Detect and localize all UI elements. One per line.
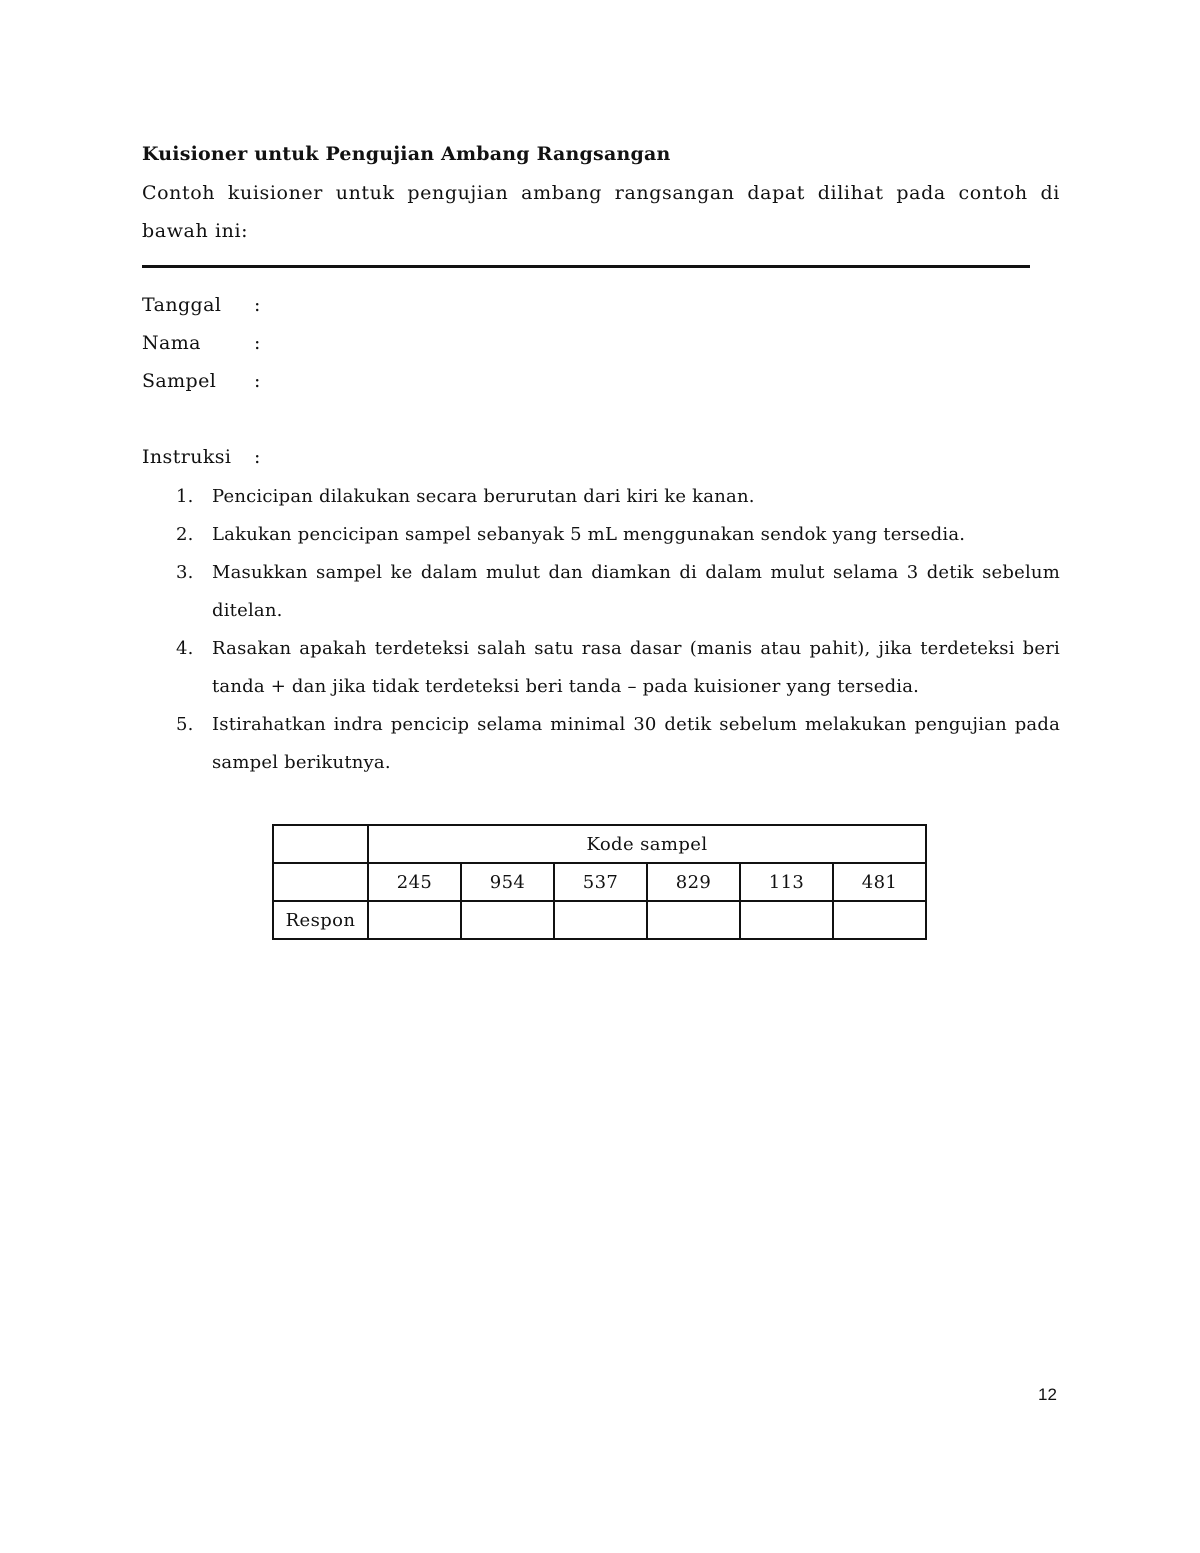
response-cell — [740, 901, 833, 939]
response-cell — [554, 901, 647, 939]
sample-code-cell: 829 — [647, 863, 740, 901]
list-item — [142, 478, 1060, 516]
list-text: Masukkan sampel ke dalam mulut dan diamkan di dalam mulut selama 3 detik sebelum ditelan. — [212, 562, 1060, 621]
list-item — [142, 516, 1060, 554]
field-tanggal — [142, 294, 261, 316]
list-text: Rasakan apakah terdeteksi salah satu rasa dasar (manis atau pahit), jika terdeteksi beri tanda + dan jika tidak terdeteksi beri tanda – pada kuisioner yang tersedia. — [212, 638, 1060, 697]
section-heading: Kuisioner untuk Pengujian Ambang Rangsangan — [142, 143, 671, 165]
field-label: Instruksi — [142, 446, 232, 468]
field-sampel — [142, 370, 261, 392]
list-item — [142, 630, 1060, 706]
horizontal-rule — [142, 265, 1030, 268]
field-label: Tanggal — [142, 294, 222, 316]
field-colon: : — [254, 446, 261, 468]
row-label-respon: Respon — [273, 901, 368, 939]
sample-code-cell: 537 — [554, 863, 647, 901]
field-colon: : — [254, 370, 261, 392]
field-label: Nama — [142, 332, 201, 354]
field-instruksi — [142, 446, 261, 468]
intro-paragraph: Contoh kuisioner untuk pengujian ambang rangsangan dapat dilihat pada contoh di bawah ini: — [142, 182, 1060, 242]
list-number: 3. — [176, 562, 194, 583]
sample-code-cell: 954 — [461, 863, 554, 901]
response-table — [272, 824, 927, 940]
table-cell-empty — [273, 825, 368, 863]
table-header-kode-sampel: Kode sampel — [368, 825, 926, 863]
sample-code-cell: 113 — [740, 863, 833, 901]
sample-code-cell: 481 — [833, 863, 926, 901]
table-cell-empty — [273, 863, 368, 901]
table-row — [273, 901, 926, 939]
instruction-list — [142, 478, 1060, 782]
response-cell — [833, 901, 926, 939]
list-text: Pencicipan dilakukan secara berurutan dari kiri ke kanan. — [212, 486, 755, 507]
list-text: Istirahatkan indra pencicip selama minimal 30 detik sebelum melakukan pengujian pada sampel berikutnya. — [212, 714, 1060, 773]
sample-code-cell: 245 — [368, 863, 461, 901]
page-number: 12 — [1038, 1385, 1057, 1404]
field-label: Sampel — [142, 370, 217, 392]
table-row — [273, 863, 926, 901]
list-number: 5. — [176, 714, 194, 735]
list-number: 1. — [176, 486, 194, 507]
list-number: 2. — [176, 524, 194, 545]
field-colon: : — [254, 332, 261, 354]
field-nama — [142, 332, 261, 354]
list-text: Lakukan pencicipan sampel sebanyak 5 mL menggunakan sendok yang tersedia. — [212, 524, 966, 545]
response-cell — [647, 901, 740, 939]
response-cell — [461, 901, 554, 939]
response-cell — [368, 901, 461, 939]
list-item — [142, 706, 1060, 782]
table-row — [273, 825, 926, 863]
field-colon: : — [254, 294, 261, 316]
list-number: 4. — [176, 638, 194, 659]
list-item — [142, 554, 1060, 630]
